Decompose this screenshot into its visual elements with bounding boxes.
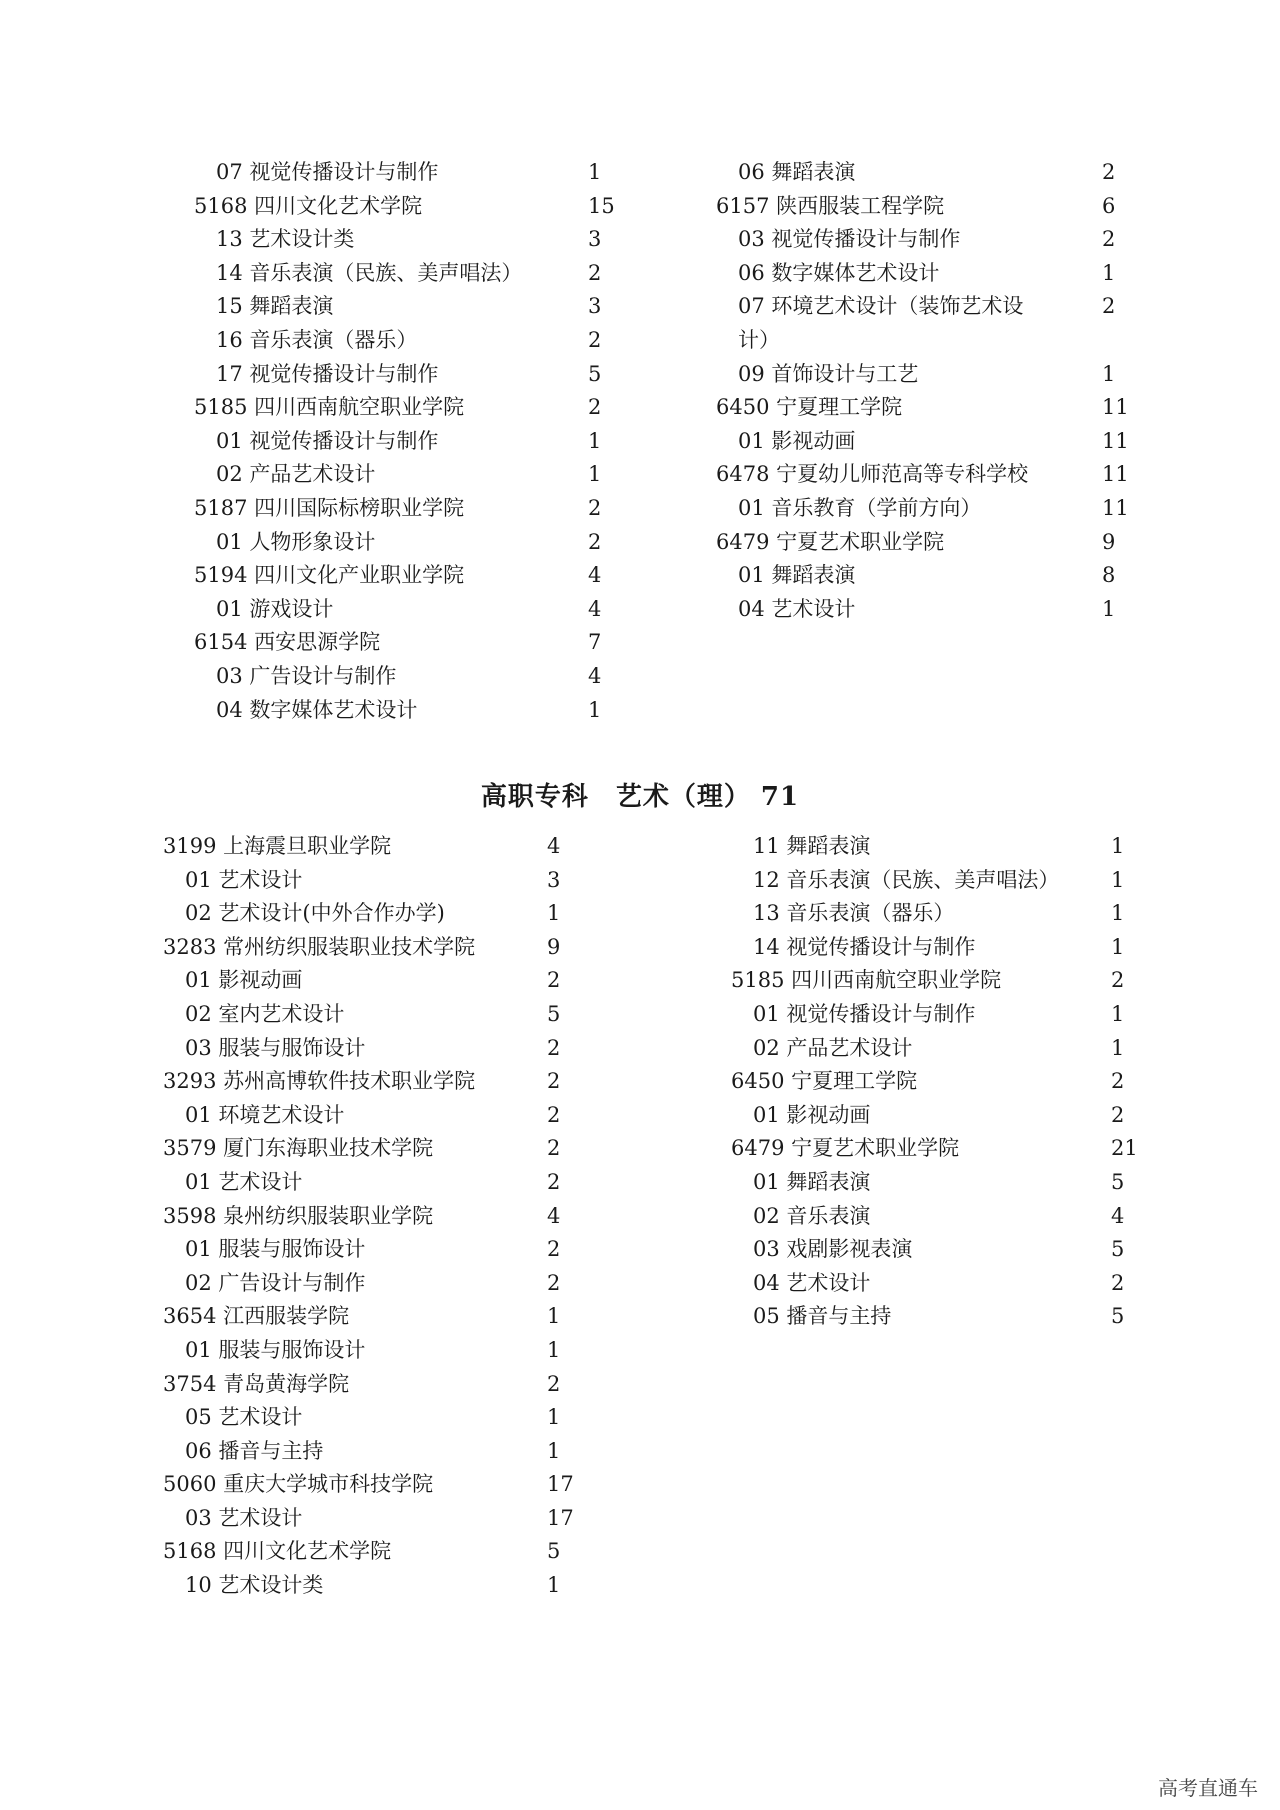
- quota-count: 1: [1111, 867, 1125, 892]
- school-row: [194, 559, 602, 593]
- quota-count: 1: [547, 1405, 561, 1430]
- major-name: 02 产品艺术设计: [216, 462, 376, 487]
- school-name: 6478 宁夏幼儿师范高等专科学校: [716, 462, 1029, 487]
- quota-count: 2: [1111, 968, 1125, 993]
- major-name: 13 音乐表演（器乐）: [753, 901, 955, 926]
- quota-count: 1: [547, 1438, 561, 1463]
- school-row: [163, 1535, 563, 1569]
- quota-count: 2: [547, 1270, 561, 1295]
- quota-count: 1: [547, 1304, 561, 1329]
- school-name: 5185 四川西南航空职业学院: [194, 395, 465, 420]
- quota-count: 2: [547, 1371, 561, 1396]
- major-name: 01 视觉传播设计与制作: [216, 428, 439, 453]
- major-row: [194, 358, 602, 392]
- major-row: [194, 694, 602, 728]
- quota-count: 2: [547, 1069, 561, 1094]
- major-row: [716, 223, 1116, 257]
- major-name: 10 艺术设计类: [185, 1573, 324, 1598]
- quota-count: 11: [1102, 462, 1129, 487]
- quota-count: 1: [1102, 596, 1116, 621]
- major-name: 04 艺术设计: [738, 596, 856, 621]
- major-name: 13 艺术设计类: [216, 227, 355, 252]
- major-name: 14 音乐表演（民族、美声唱法）: [216, 260, 523, 285]
- quota-count: 2: [1111, 1069, 1125, 1094]
- major-name: 02 广告设计与制作: [185, 1270, 366, 1295]
- quota-count: 2: [547, 1102, 561, 1127]
- major-row: [163, 1334, 563, 1368]
- major-name: 06 数字媒体艺术设计: [738, 260, 940, 285]
- major-row: [731, 830, 1131, 864]
- major-name: 01 艺术设计: [185, 867, 303, 892]
- quota-count: 2: [588, 495, 602, 520]
- major-row: [194, 425, 602, 459]
- quota-count: 1: [1102, 260, 1116, 285]
- quota-count: 1: [1111, 1001, 1125, 1026]
- major-name: 07 环境艺术设计（装饰艺术设: [738, 294, 1024, 319]
- major-name: 03 戏剧影视表演: [753, 1237, 913, 1262]
- major-row-continuation: [716, 324, 1116, 358]
- quota-count: 11: [1102, 395, 1129, 420]
- major-row: [731, 931, 1131, 965]
- major-name: 03 广告设计与制作: [216, 663, 397, 688]
- quota-count: 4: [588, 596, 602, 621]
- major-row: [194, 156, 602, 190]
- quota-count: 1: [588, 428, 602, 453]
- major-row: [163, 1099, 563, 1133]
- major-row: [194, 290, 602, 324]
- top-right-column: [716, 156, 1129, 626]
- major-name: 03 服装与服饰设计: [185, 1035, 366, 1060]
- quota-count: 1: [1111, 901, 1125, 926]
- quota-count: 2: [1111, 1102, 1125, 1127]
- quota-count: 5: [588, 361, 602, 386]
- major-name: 01 视觉传播设计与制作: [753, 1001, 976, 1026]
- major-row: [163, 1233, 563, 1267]
- quota-count: 4: [588, 563, 602, 588]
- school-name: 6479 宁夏艺术职业学院: [731, 1136, 960, 1161]
- quota-count: 1: [1111, 1035, 1125, 1060]
- school-name: 6157 陕西服装工程学院: [716, 193, 945, 218]
- school-row: [163, 1132, 563, 1166]
- school-name: 3754 青岛黄海学院: [163, 1371, 350, 1396]
- quota-count: 2: [1102, 160, 1116, 184]
- school-row: [716, 526, 1116, 560]
- major-name: 02 音乐表演: [753, 1203, 871, 1228]
- major-name: 06 播音与主持: [185, 1438, 324, 1463]
- major-row: [731, 1233, 1131, 1267]
- major-row: [716, 156, 1116, 190]
- major-name: 04 数字媒体艺术设计: [216, 697, 418, 722]
- major-name: 01 人物形象设计: [216, 529, 376, 554]
- major-name: 09 首饰设计与工艺: [738, 361, 919, 386]
- major-name: 14 视觉传播设计与制作: [753, 934, 976, 959]
- quota-count: 2: [547, 1035, 561, 1060]
- major-row: [731, 864, 1131, 898]
- major-row: [731, 1200, 1131, 1234]
- school-name: 3293 苏州高博软件技术职业学院: [163, 1069, 476, 1094]
- quota-count: 5: [547, 1001, 561, 1026]
- major-name: 16 音乐表演（器乐）: [216, 327, 418, 352]
- major-name: 01 舞蹈表演: [753, 1169, 871, 1194]
- major-row: [163, 1435, 563, 1469]
- school-name: 5194 四川文化产业职业学院: [194, 563, 465, 588]
- quota-count: 2: [588, 529, 602, 554]
- watermark-text: 高考直通车: [1158, 1776, 1258, 1800]
- major-row: [163, 964, 563, 998]
- major-row: [163, 1032, 563, 1066]
- major-name: 03 视觉传播设计与制作: [738, 227, 961, 252]
- major-name: 11 舞蹈表演: [753, 834, 871, 858]
- school-name: 3579 厦门东海职业技术学院: [163, 1136, 434, 1161]
- quota-count: 3: [588, 294, 602, 319]
- major-row: [716, 358, 1116, 392]
- major-row: [194, 223, 602, 257]
- section-title: 高职专科 艺术（理） 71: [480, 782, 800, 812]
- major-name: 01 环境艺术设计: [185, 1102, 345, 1127]
- quota-count: 6: [1102, 193, 1116, 218]
- major-row: [163, 1267, 563, 1301]
- school-row: [163, 931, 563, 965]
- school-name: 3598 泉州纺织服装职业学院: [163, 1203, 434, 1228]
- major-row: [163, 998, 563, 1032]
- major-row: [716, 257, 1116, 291]
- quota-count: 11: [1102, 495, 1129, 520]
- quota-count: 3: [547, 867, 561, 892]
- school-name: 3283 常州纺织服装职业技术学院: [163, 934, 476, 959]
- quota-count: 17: [547, 1472, 574, 1497]
- school-row: [716, 190, 1116, 224]
- school-row: [731, 1065, 1131, 1099]
- quota-count: 2: [588, 260, 602, 285]
- major-name: 02 室内艺术设计: [185, 1001, 345, 1026]
- major-name: 07 视觉传播设计与制作: [216, 160, 439, 184]
- school-name: 5187 四川国际标榜职业学院: [194, 495, 465, 520]
- quota-count: 4: [588, 663, 602, 688]
- major-row: [163, 1401, 563, 1435]
- major-row: [194, 324, 602, 358]
- quota-count: 1: [547, 1573, 561, 1598]
- major-row: [731, 1166, 1131, 1200]
- major-row: [163, 1502, 574, 1536]
- quota-count: 8: [1102, 563, 1116, 588]
- quota-count: 4: [1111, 1203, 1125, 1228]
- school-row: [716, 458, 1129, 492]
- major-name: 17 视觉传播设计与制作: [216, 361, 439, 386]
- bottom-left-column: [163, 830, 574, 1603]
- major-row: [194, 257, 602, 291]
- quota-count: 2: [1111, 1270, 1125, 1295]
- school-row: [163, 1300, 563, 1334]
- major-row: [163, 1166, 563, 1200]
- major-name: 06 舞蹈表演: [738, 160, 856, 184]
- quota-count: 1: [1111, 834, 1125, 858]
- major-name: 15 舞蹈表演: [216, 294, 334, 319]
- major-row: [163, 864, 563, 898]
- major-row: [731, 1032, 1131, 1066]
- major-name: 03 艺术设计: [185, 1505, 303, 1530]
- major-name: 05 播音与主持: [753, 1304, 892, 1329]
- quota-count: 9: [547, 934, 561, 959]
- school-row: [194, 190, 615, 224]
- school-name: 5168 四川文化艺术学院: [163, 1539, 392, 1564]
- school-row: [731, 1132, 1138, 1166]
- quota-count: 4: [547, 834, 561, 858]
- major-name: 01 艺术设计: [185, 1169, 303, 1194]
- major-name: 02 艺术设计(中外合作办学): [185, 901, 445, 926]
- major-name: 01 影视动画: [185, 968, 303, 993]
- school-name: 3199 上海震旦职业学院: [163, 834, 392, 858]
- quota-count: 2: [1102, 294, 1116, 319]
- school-name: 5168 四川文化艺术学院: [194, 193, 423, 218]
- major-name: 12 音乐表演（民族、美声唱法）: [753, 867, 1060, 892]
- quota-count: 1: [588, 160, 602, 184]
- major-row: [163, 897, 563, 931]
- major-row: [194, 593, 602, 627]
- school-name: 3654 江西服装学院: [163, 1304, 350, 1329]
- quota-count: 3: [588, 227, 602, 252]
- major-row: [194, 526, 602, 560]
- quota-count: 2: [547, 1169, 561, 1194]
- school-row: [163, 1200, 563, 1234]
- school-name: 6450 宁夏理工学院: [731, 1069, 918, 1094]
- bottom-right-column: [731, 830, 1138, 1334]
- school-row: [194, 492, 602, 526]
- major-row: [194, 660, 602, 694]
- school-name: 5060 重庆大学城市科技学院: [163, 1472, 434, 1497]
- quota-count: 5: [547, 1539, 561, 1564]
- school-name: 5185 四川西南航空职业学院: [731, 968, 1002, 993]
- major-name: 04 艺术设计: [753, 1270, 871, 1295]
- major-row: [716, 492, 1129, 526]
- quota-count: 1: [588, 462, 602, 487]
- major-name: 01 影视动画: [738, 428, 856, 453]
- major-row: [716, 290, 1116, 324]
- major-row: [731, 1300, 1131, 1334]
- major-row: [163, 1569, 563, 1603]
- quota-count: 1: [547, 901, 561, 926]
- school-row: [163, 1065, 563, 1099]
- quota-count: 15: [588, 193, 615, 218]
- quota-count: 1: [547, 1337, 561, 1362]
- top-left-column: [194, 156, 615, 727]
- school-row: [716, 391, 1129, 425]
- quota-count: 7: [588, 630, 602, 655]
- major-row: [716, 559, 1116, 593]
- major-name: 01 影视动画: [753, 1102, 871, 1127]
- school-row: [194, 626, 602, 660]
- quota-count: 17: [547, 1505, 574, 1530]
- quota-count: 5: [1111, 1237, 1125, 1262]
- quota-count: 4: [547, 1203, 561, 1228]
- major-name: 01 音乐教育（学前方向）: [738, 495, 982, 520]
- major-row: [731, 897, 1131, 931]
- quota-count: 2: [547, 1136, 561, 1161]
- major-name: 05 艺术设计: [185, 1405, 303, 1430]
- quota-count: 2: [1102, 227, 1116, 252]
- major-name: 01 舞蹈表演: [738, 563, 856, 588]
- major-row: [194, 458, 602, 492]
- quota-count: 2: [547, 968, 561, 993]
- school-name: 6154 西安思源学院: [194, 630, 381, 655]
- school-row: [194, 391, 602, 425]
- quota-count: 9: [1102, 529, 1116, 554]
- major-name: 01 游戏设计: [216, 596, 334, 621]
- school-row: [731, 964, 1131, 998]
- quota-count: 2: [588, 395, 602, 420]
- quota-count: 21: [1111, 1136, 1138, 1161]
- major-name: 01 服装与服饰设计: [185, 1337, 366, 1362]
- major-name: 计）: [738, 327, 780, 352]
- school-name: 6479 宁夏艺术职业学院: [716, 529, 945, 554]
- quota-count: 2: [588, 327, 602, 352]
- school-row: [163, 1468, 574, 1502]
- quota-count: 5: [1111, 1304, 1125, 1329]
- quota-count: 5: [1111, 1169, 1125, 1194]
- major-row: [716, 593, 1116, 627]
- quota-count: 11: [1102, 428, 1129, 453]
- major-row: [731, 998, 1131, 1032]
- school-row: [163, 830, 563, 864]
- major-row: [731, 1099, 1131, 1133]
- major-row: [731, 1267, 1131, 1301]
- school-row: [163, 1368, 563, 1402]
- major-name: 02 产品艺术设计: [753, 1035, 913, 1060]
- quota-count: 1: [1102, 361, 1116, 386]
- quota-count: 1: [1111, 934, 1125, 959]
- quota-count: 2: [547, 1237, 561, 1262]
- major-name: 01 服装与服饰设计: [185, 1237, 366, 1262]
- quota-count: 1: [588, 697, 602, 722]
- major-row: [716, 425, 1129, 459]
- school-name: 6450 宁夏理工学院: [716, 395, 903, 420]
